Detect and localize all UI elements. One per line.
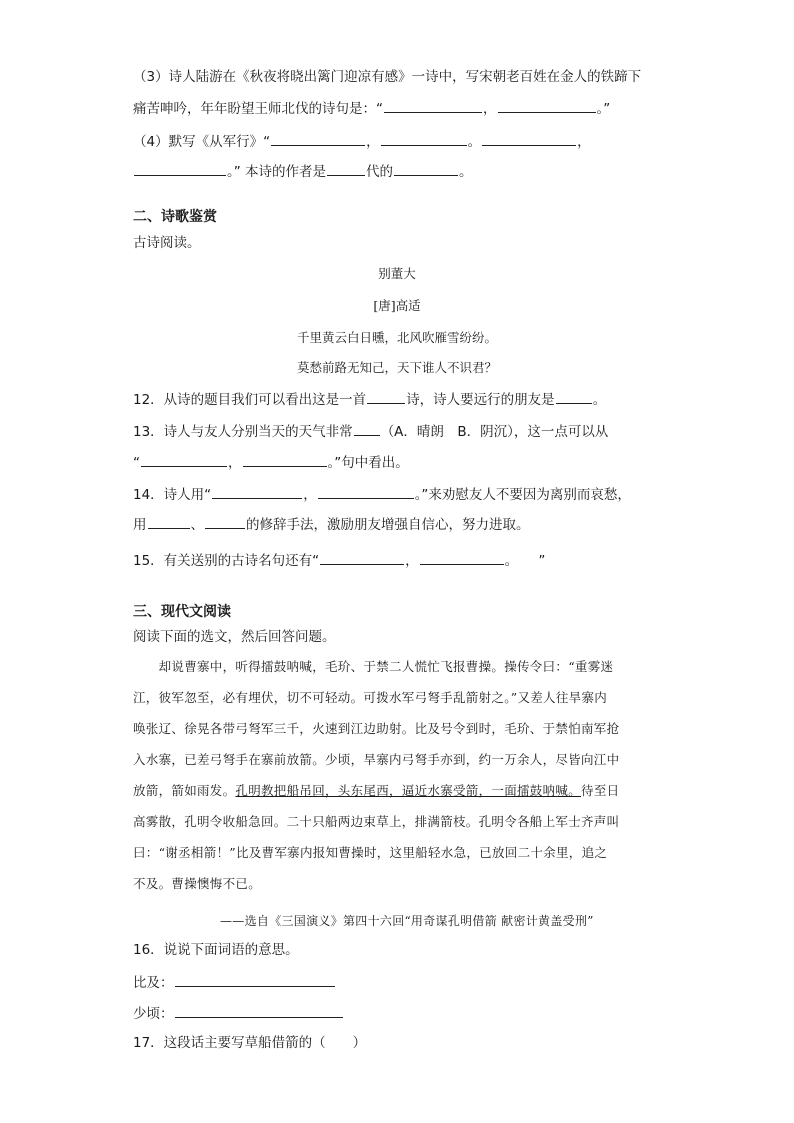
underlined-sentence: 孔明教把船吊回，头东尾西，逼近水寨受箭，一面擂鼓呐喊。: [235, 783, 582, 798]
q14-use-text: 用: [133, 517, 147, 533]
poem-author: [唐]高适: [373, 298, 421, 313]
period-text: 。: [467, 134, 482, 150]
answer-blank[interactable]: [175, 1003, 343, 1018]
prose-line-5-start: 放箭，箭如雨发。: [133, 783, 236, 798]
answer-blank[interactable]: [482, 131, 576, 146]
q14-prompt: 14．诗人用“: [133, 487, 212, 503]
q13-options: （A．晴朗 B．阴沉），这一点可以从: [380, 424, 609, 440]
q13-suffix: 。”句中看出。: [327, 455, 409, 471]
period-text: 。: [592, 392, 607, 408]
end-quote-text: 。”: [596, 101, 611, 117]
prose-line-4: 入水寨，已差弓弩手在寨前放箭。少顷，旱寨内弓弩手亦到，约一万余人，尽皆向江中: [133, 752, 620, 767]
comma-text: ，: [405, 553, 419, 569]
q11-part3-text: （3）诗人陆游在《秋夜将晓出篱门迎凉有感》一诗中，写宋朝老百姓在金人的铁蹄下: [133, 69, 642, 85]
answer-blank[interactable]: [498, 98, 596, 113]
question-12: [133, 389, 606, 410]
prose-line-6: 高雾散，孔明令收船急回。二十只船两边束草上，排满箭枝。孔明令各船上军士齐声叫: [133, 814, 620, 829]
answer-blank[interactable]: [243, 452, 327, 467]
open-quote-text: “: [133, 455, 140, 471]
section-intro-poetry: 古诗阅读。: [133, 235, 201, 251]
poem-line-2: 莫愁前路无知己，天下谁人不识君？: [296, 360, 497, 375]
q12-prompt: 12．从诗的题目我们可以看出这是一首: [133, 392, 367, 408]
q12-prompt-2: 诗，诗人要远行的朋友是: [406, 392, 555, 408]
answer-blank[interactable]: [175, 972, 335, 987]
prose-line-8: 不及。曹操懊悔不已。: [133, 876, 262, 891]
comma-text: ，: [366, 134, 380, 150]
q11-part3-line2: [133, 98, 610, 119]
separator-text: 、: [190, 517, 204, 533]
q11-part4-line2: [133, 161, 473, 182]
q16-term-1: 比及：: [133, 975, 174, 991]
q11-part4-line1: [133, 131, 591, 152]
answer-blank[interactable]: [320, 550, 404, 565]
comma-text: ，: [483, 101, 497, 117]
prose-line-7: 曰：“谢丞相箭！”比及曹军寨内报知曹操时，这里船轻水急，已放回二十余里，追之: [133, 845, 608, 860]
poem-title: 别董大: [378, 266, 416, 281]
q15-prompt: 15．有关送别的古诗名句还有“: [133, 553, 320, 569]
q16-term-2: 少顷：: [133, 1006, 174, 1022]
prose-line-2: 江，彼军忽至，必有埋伏，切不可轻动。可拨水军弓弩手乱箭射之。”又差人往旱寨内: [133, 690, 608, 705]
comma-text: ，: [577, 134, 591, 150]
section-heading-poetry: 二、诗歌鉴赏: [133, 209, 217, 225]
answer-blank[interactable]: [354, 421, 380, 436]
answer-blank[interactable]: [556, 389, 592, 404]
prose-line-5-end: 待至日: [581, 783, 620, 798]
question-16-b: [133, 1003, 344, 1024]
answer-blank[interactable]: [148, 514, 190, 529]
q14-suffix-2: 的修辞手法，激励朋友增强自信心，努力进取。: [246, 517, 530, 533]
question-14: [133, 484, 631, 505]
answer-blank[interactable]: [384, 98, 482, 113]
comma-text: ，: [303, 487, 317, 503]
answer-blank[interactable]: [271, 131, 365, 146]
answer-blank[interactable]: [381, 131, 467, 146]
q13-prompt: 13．诗人与友人分别当天的天气非常: [133, 424, 353, 440]
section-intro-reading: 阅读下面的选文，然后回答问题。: [133, 629, 336, 645]
section-heading-reading: 三、现代文阅读: [133, 604, 231, 620]
prose-line-3: 唤张辽、徐晃各带弓弩军三千，火速到江边助射。比及号令到时，毛玠、于禁怕南军抢: [133, 721, 620, 736]
answer-blank[interactable]: [394, 161, 458, 176]
q15-suffix: 。 ”: [504, 553, 546, 569]
answer-blank[interactable]: [212, 484, 302, 499]
question-15: [133, 550, 545, 571]
answer-blank[interactable]: [327, 161, 365, 176]
dynasty-text: 代的: [366, 164, 394, 180]
comma-text: ，: [228, 455, 242, 471]
q11-part4-prompt: （4）默写《从军行》“: [133, 134, 271, 150]
q11-part3-line1: [133, 67, 641, 87]
answer-blank[interactable]: [134, 161, 226, 176]
poem-line-1: 千里黄云白日曛，北风吹雁雪纷纷。: [296, 330, 497, 345]
question-16: 16．说说下面词语的意思。: [133, 942, 299, 958]
question-13-line2: [133, 452, 409, 473]
source-citation: ——选自《三国演义》第四十六回“用奇谋孔明借箭 献密计黄盖受刑”: [220, 914, 594, 928]
answer-blank[interactable]: [367, 389, 405, 404]
q11-part3-prompt: 痛苦呻吟，年年盼望王师北伐的诗句是：“: [133, 101, 383, 117]
answer-blank[interactable]: [318, 484, 414, 499]
answer-blank[interactable]: [205, 514, 245, 529]
q14-suffix: 。”来劝慰友人不要因为离别而哀愁，: [414, 487, 631, 503]
answer-blank[interactable]: [141, 452, 227, 467]
q11-part4-author-prompt: 。” 本诗的作者是: [227, 164, 327, 180]
prose-line-5: [133, 782, 661, 800]
question-17: 17．这段话主要写草船借箭的（ ）: [133, 1035, 367, 1051]
period-text: 。: [459, 164, 473, 180]
question-14-line2: [133, 514, 530, 535]
prose-line-1: 却说曹寨中，听得擂鼓呐喊，毛玠、于禁二人慌忙飞报曹操。操传令曰：“重雾迷: [133, 659, 614, 674]
question-16-a: [133, 972, 336, 993]
question-13: [133, 421, 608, 442]
answer-blank[interactable]: [420, 550, 504, 565]
